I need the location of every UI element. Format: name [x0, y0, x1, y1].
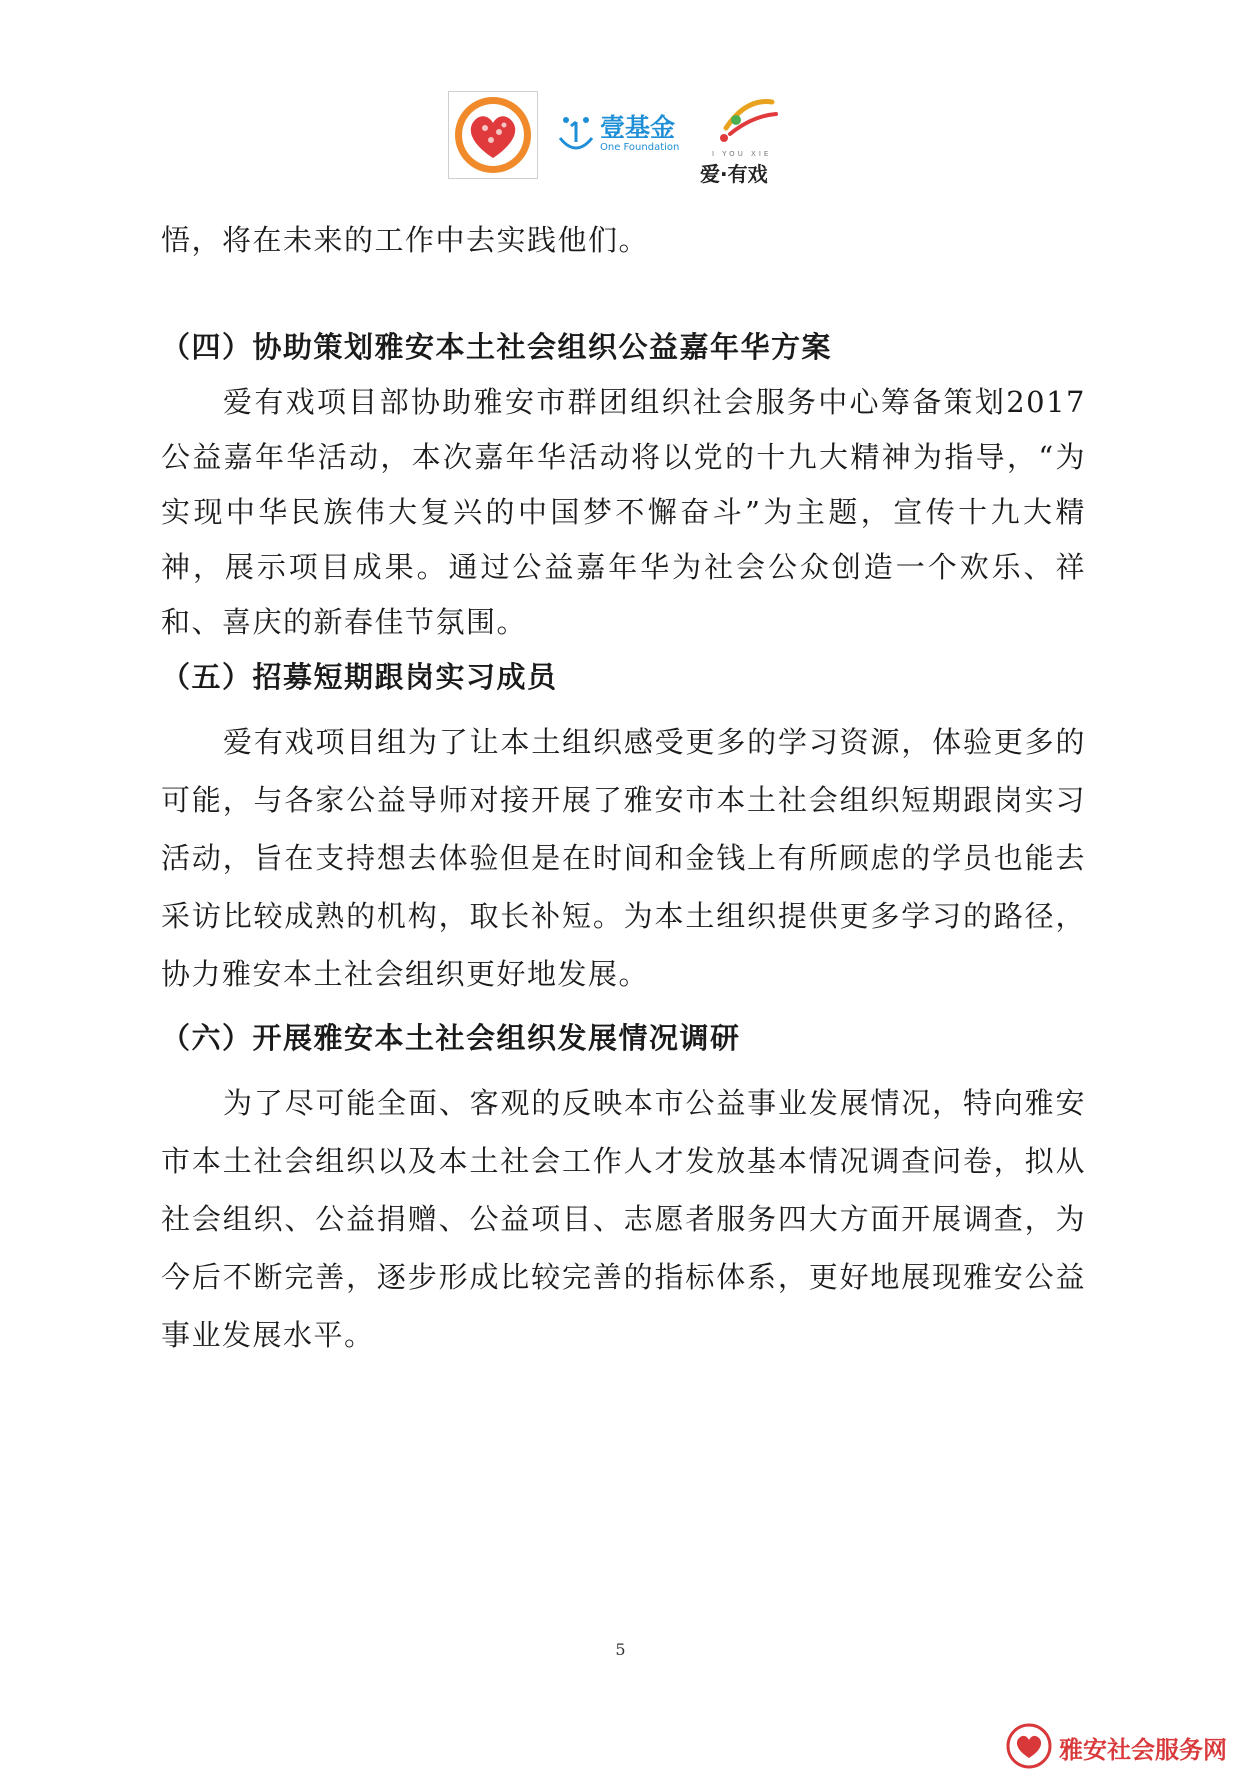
ai-you-xi-name: 爱·有戏 — [700, 162, 768, 186]
paragraph-continued: 悟，将在未来的工作中去实践他们。 — [161, 223, 650, 257]
heart-seal-icon — [449, 92, 537, 178]
section-heading-5: （五）招募短期跟岗实习成员 — [161, 660, 558, 694]
site-watermark — [1005, 1722, 1235, 1770]
one-foundation-english: One Foundation — [600, 142, 680, 153]
section-heading-6: （六）开展雅安本土社会组织发展情况调研 — [161, 1021, 741, 1055]
paragraph-section-4: 爱有戏项目部协助雅安市群团组织社会服务中心筹备策划2017公益嘉年华活动，本次嘉年华活动将以党的十九大精神为指导，“为实现中华民族伟大复兴的中国梦不懈奋斗”为主题，宣传十九大精神，展示项目成果。通过公益嘉年华为社会公众创造一个欢乐、祥和、喜庆的新春佳节氛围。 — [161, 385, 1086, 639]
section-heading-4: （四）协助策划雅安本土社会组织公益嘉年华方案 — [161, 330, 833, 364]
heart-seal-logo — [448, 91, 538, 179]
heart-seal-icon — [1005, 1722, 1053, 1770]
ai-you-xi-mark-icon — [706, 94, 786, 150]
smile-one-icon — [556, 108, 596, 160]
paragraph-section-6: 为了尽可能全面、客观的反映本市公益事业发展情况，特向雅安市本土社会组织以及本土社会工作人才发放基本情况调查问卷，拟从社会组织、公益捐赠、公益项目、志愿者服务四大方面开展调查，为今后不断完善，逐步形成比较完善的指标体系，更好地展现雅安公益事业发展水平。 — [161, 1086, 1086, 1352]
ai-you-xi-small-text: I YOU XIE — [712, 150, 772, 158]
header-logos — [448, 88, 788, 186]
watermark-text: 雅安社会服务网 — [1059, 1736, 1227, 1764]
document-body — [161, 213, 1086, 1364]
paragraph-section-5: 爱有戏项目组为了让本土组织感受更多的学习资源，体验更多的可能，与各家公益导师对接开展了雅安市本土社会组织短期跟岗实习活动，旨在支持想去体验但是在时间和金钱上有所顾虑的学员也能去采访比较成熟的机构，取长补短。为本土组织提供更多学习的路径，协力雅安本土社会组织更好地发展。 — [161, 725, 1086, 991]
one-foundation-logo — [556, 106, 686, 166]
one-foundation-name: 壹基金 — [600, 113, 676, 142]
page-number: 5 — [615, 1640, 626, 1659]
ai-you-xi-logo — [700, 94, 790, 186]
